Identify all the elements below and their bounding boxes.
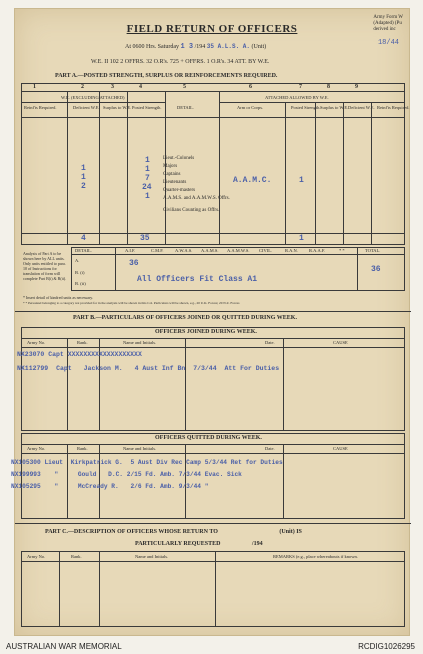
total-deficient: 4 xyxy=(81,234,86,243)
quitted-row-1: NX105300 Lieut Kirkpatrick G. 5 Aust Div Rec Camp 5/3/44 Ret for Duties xyxy=(11,459,283,466)
detail-list: Lieut.-Colonels Majors Captains Lieutenants Quarter-masters A.A.M.S. and A.A.M.W.S. Offrs. Civilians Counting as Offrs. xyxy=(163,156,230,213)
total-posted: 35 xyxy=(140,234,150,243)
return-time-line: At 0600 Hrs. Saturday 1 3 /194 35 A.L.S. A. (Unit) xyxy=(125,43,267,51)
archive-footer xyxy=(0,640,423,654)
total-attached: 1 xyxy=(299,234,304,243)
quitted-row-3: NX105295 " McCready R. 2/6 Fd. Amb. 9/3/44 " xyxy=(11,483,209,490)
form-title: FIELD RETURN OF OFFICERS xyxy=(126,23,298,35)
joined-heading: OFFICERS JOINED DURING WEEK. xyxy=(155,329,257,335)
document-sheet: FIELD RETURN OF OFFICERS Army Form W (Adapted) (Pu derived inc 18/44 At 0600 Hrs. Saturday 1 3 /194 35 A.L.S. A. (Unit) W.E. II 102 2 OFFRS. 32 O.R's. 725 + OFFRS. 1 O.R's. 34 ATT. BY W.E. PART A.—POSTED STRENGTH, SURPLUS OR REINFORCEMENTS REQUIRED. 1 2 3 4 5 6 7 8 9 W.E. (EXCLUDING ATTACHED) ATTACHED ALLOWED BY W.E. Reinf'ts Required. Deficient W.E. Surplus to W.E. Posted Strength. DETAIL. Arm or Corps. Posted Strength. Surplus to W.E. Deficient W.E. Reinf'ts Required. Lieut.-Colonels Majors Captains Lieutenants Quarter-masters A.A.M.S. and A.A.M.W.S. Offrs. Civilians Counting as Offrs. 1 1 2 1 1 7 24 1 A.A.M.C. 1 4 35 1 Analysis of Part A to be shown here by ALL units. Only units entitled to para. 10 of Instructions for translation of form will complete Part B(i) & B(ii). DETAIL. A.I.F. C.M.F. A.W.A.S. A.A.M.S. A.A.M.W.S. CIVIL. R.A.N. R.A.A.F. * * TOTAL. A. B. (i) B. (ii) 36 36 All Officers Fit Class A1 * Insert detail of kindred units as necessary. * * Personnel belonging to a category not provided for in the analysis will be shown in this Col. Particulars will be shown, e.g., 20 U.K. Forces; 20 N.Z. Forces PART B.—PARTICULARS OF OFFICERS JOINED OR QUITTED DURING WEEK. OFFICERS JOINED DURING WEEK. Army No. Rank. Name and Initials. Date. CAUSE NX23070 Capt XXXXXXXXXXXXXXXXXXX NX112799 Capt Jackson M. 4 Aust Inf Bn 7/3/44 Att For Duties OFFICERS QUITTED DURING WEEK. Army No. Rank. Name and Initials. Date. CAUSE NX105300 Lieut Kirkpatrick G. 5 Aust Div Rec Camp 5/3/44 Ret for Duties NX199993 " Gould D.C. 2/15 Fd. Amb. 7/3/44 Evac. Sick NX105295 " McCready R. 2/6 Fd. Amb. 9/3/44 " PART C.—DESCRIPTION OF OFFICERS WHOSE RETURN TO (Unit) IS PARTICULARLY REQUESTED /194 Army No. Rank. Name and Initials. REMARKS (e.g., place whereabouts if known. xyxy=(14,8,410,636)
part-a-heading: PART A.—POSTED STRENGTH, SURPLUS OR REINFORCEMENTS REQUIRED. xyxy=(55,73,278,79)
army-form-label: Army Form W (Adapted) (Pu derived inc xyxy=(373,15,403,32)
archive-name: AUSTRALIAN WAR MEMORIAL xyxy=(6,642,122,651)
arm-corps-value: A.A.M.C. xyxy=(233,176,272,185)
footnote-2: * * Personnel belonging to a category not provided for in the analysis will be shown in this Col. Particulars will be shown, e.g., 20 U.K. Forces; 20 N.Z. Forces xyxy=(23,301,240,305)
quitted-row-2: NX199993 " Gould D.C. 2/15 Fd. Amb. 7/3/44 Evac. Sick xyxy=(11,471,242,478)
we-heading: W.E. (EXCLUDING ATTACHED) xyxy=(61,95,125,100)
part-c-heading: PART C.—DESCRIPTION OF OFFICERS WHOSE RETURN TO (Unit) IS xyxy=(45,529,302,535)
establishment-line: W.E. II 102 2 OFFRS. 32 O.R's. 725 + OFFRS. 1 O.R's. 34 ATT. BY W.E. xyxy=(91,59,270,65)
joined-row-1: NX23070 Capt XXXXXXXXXXXXXXXXXXX xyxy=(17,351,142,358)
part-c-table xyxy=(21,551,405,627)
quitted-heading: OFFICERS QUITTED DURING WEEK. xyxy=(155,435,262,441)
analysis-note: Analysis of Part A to be shown here by ALL units. Only units entitled to para. 10 of Instructions for translation of form will complete Part B(i) & B(ii). xyxy=(23,251,67,281)
aif-total: 36 xyxy=(129,259,139,268)
part-c-requested: PARTICULARLY REQUESTED /194 xyxy=(135,541,263,547)
joined-row-2: NX112799 Capt Jackson M. 4 Aust Inf Bn 7/3/44 Att For Duties xyxy=(17,365,280,372)
part-b-heading: PART B.—PARTICULARS OF OFFICERS JOINED OR QUITTED DURING WEEK. xyxy=(73,315,297,321)
date-reference: 18/44 xyxy=(377,39,399,47)
fitness-remark: All Officers Fit Class A1 xyxy=(137,275,258,284)
footnote-1: * Insert detail of kindred units as necessary. xyxy=(23,295,93,300)
grand-total: 36 xyxy=(371,265,381,274)
archive-id: RCDIG1026295 xyxy=(358,642,415,651)
attached-heading: ATTACHED ALLOWED BY W.E. xyxy=(265,95,329,100)
